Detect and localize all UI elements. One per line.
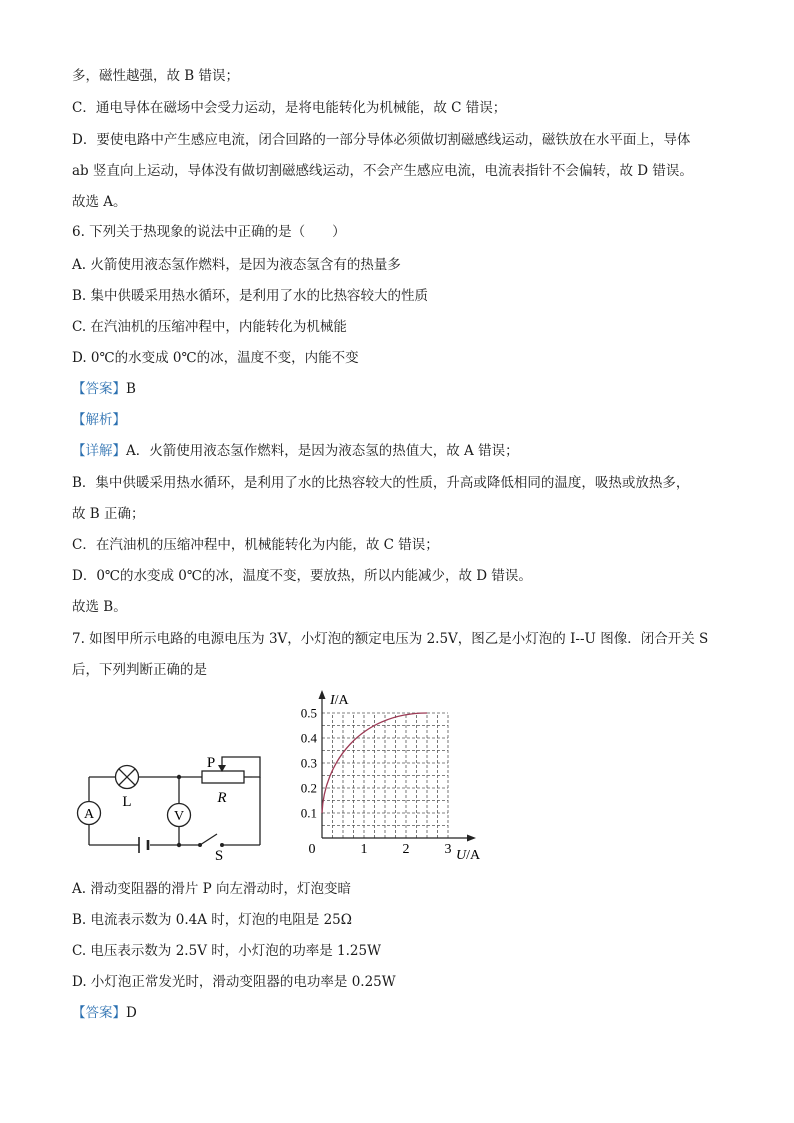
detail-tag: 【详解】 [72, 443, 126, 459]
q6-answer [72, 380, 136, 398]
q6-detail-d: D．0℃的水变成 0℃的冰，温度不变，要放热，所以内能减少，故 D 错误。 [72, 568, 532, 584]
q6-analysis-tag [72, 411, 126, 429]
x-tick-label: 1 [360, 842, 368, 857]
text-line: ab 竖直向上运动，导体没有做切割磁感线运动，不会产生感应电流，电流表指针不会偏转，故 D 错误。 [72, 163, 693, 179]
answer-value: B [126, 381, 136, 397]
answer-tag: 【答案】 [72, 1005, 126, 1021]
q6-detail-a [72, 442, 519, 460]
question-7-stem-line2: 后，下列判断正确的是 [72, 662, 207, 678]
x-axis-label: U/A [456, 848, 481, 863]
switch-label: S [214, 848, 224, 860]
q7-option-c: C. 电压表示数为 2.5V 时，小灯泡的功率是 1.25W [72, 943, 381, 959]
x-tick-label: 2 [402, 842, 410, 857]
lamp-label: L [122, 794, 132, 810]
text-line: 多，磁性越强，故 B 错误； [72, 68, 240, 84]
q6-detail-b2: 故 B 正确； [72, 506, 145, 522]
q6-conclusion: 故选 B。 [72, 599, 127, 615]
y-axis-arrow [319, 690, 326, 699]
q7-answer [72, 1004, 137, 1022]
text-line: 故选 A。 [72, 194, 127, 210]
y-tick-label: 0.4 [300, 730, 317, 746]
detail-a-text: A．火箭使用液态氢作燃料，是因为液态氢的热值大，故 A 错误； [126, 443, 519, 459]
y-tick-label: 0.1 [300, 805, 317, 821]
y-tick-label: 0.2 [300, 780, 317, 796]
y-tick-label: 0.3 [300, 755, 317, 771]
x-axis-arrow [467, 835, 476, 842]
voltmeter-label: V [173, 809, 185, 824]
graph-grid [322, 713, 448, 838]
q6-option-c: C. 在汽油机的压缩冲程中，内能转化为机械能 [72, 319, 347, 335]
q7-option-a: A. 滑动变阻器的滑片 P 向左滑动时，灯泡变暗 [72, 881, 351, 897]
x-tick-label: 3 [444, 842, 452, 857]
slider-label: P [206, 755, 216, 771]
text-line: C．通电导体在磁场中会受力运动，是将电能转化为机械能，故 C 错误； [72, 100, 507, 116]
q6-detail-c: C．在汽油机的压缩冲程中，机械能转化为内能，故 C 错误； [72, 537, 439, 553]
q6-option-b: B. 集中供暖采用热水循环，是利用了水的比热容较大的性质 [72, 288, 429, 304]
y-axis-label: I/A [330, 693, 349, 708]
resistor-label: R [217, 790, 227, 806]
answer-tag: 【答案】 [72, 381, 126, 397]
question-7-stem-line1: 7. 如图甲所示电路的电源电压为 3V，小灯泡的额定电压为 2.5V，图乙是小灯泡的 I--U 图像．闭合开关 S [72, 631, 709, 647]
q7-option-b: B. 电流表示数为 0.4A 时，灯泡的电阻是 25Ω [72, 912, 352, 928]
answer-value: D [126, 1005, 137, 1021]
ammeter-label: A [83, 807, 95, 822]
iu-graph [290, 688, 490, 868]
q6-option-a: A. 火箭使用液态氢作燃料，是因为液态氢含有的热量多 [72, 257, 401, 273]
text-line: D．要使电路中产生感应电流，闭合回路的一部分导体必须做切割磁感线运动，磁铁放在水平面上，导体 [72, 132, 691, 148]
q6-detail-b1: B．集中供暖采用热水循环，是利用了水的比热容较大的性质，升高或降低相同的温度，吸热或放热多， [72, 475, 690, 491]
origin-label: 0 [308, 842, 316, 857]
analysis-tag: 【解析】 [72, 412, 126, 428]
q6-option-d: D. 0℃的水变成 0℃的冰，温度不变，内能不变 [72, 350, 359, 366]
circuit-diagram [72, 745, 272, 860]
question-6-stem: 6. 下列关于热现象的说法中正确的是（ ） [72, 224, 346, 240]
y-tick-label: 0.5 [300, 705, 317, 721]
q7-option-d: D. 小灯泡正常发光时，滑动变阻器的电功率是 0.25W [72, 974, 396, 990]
